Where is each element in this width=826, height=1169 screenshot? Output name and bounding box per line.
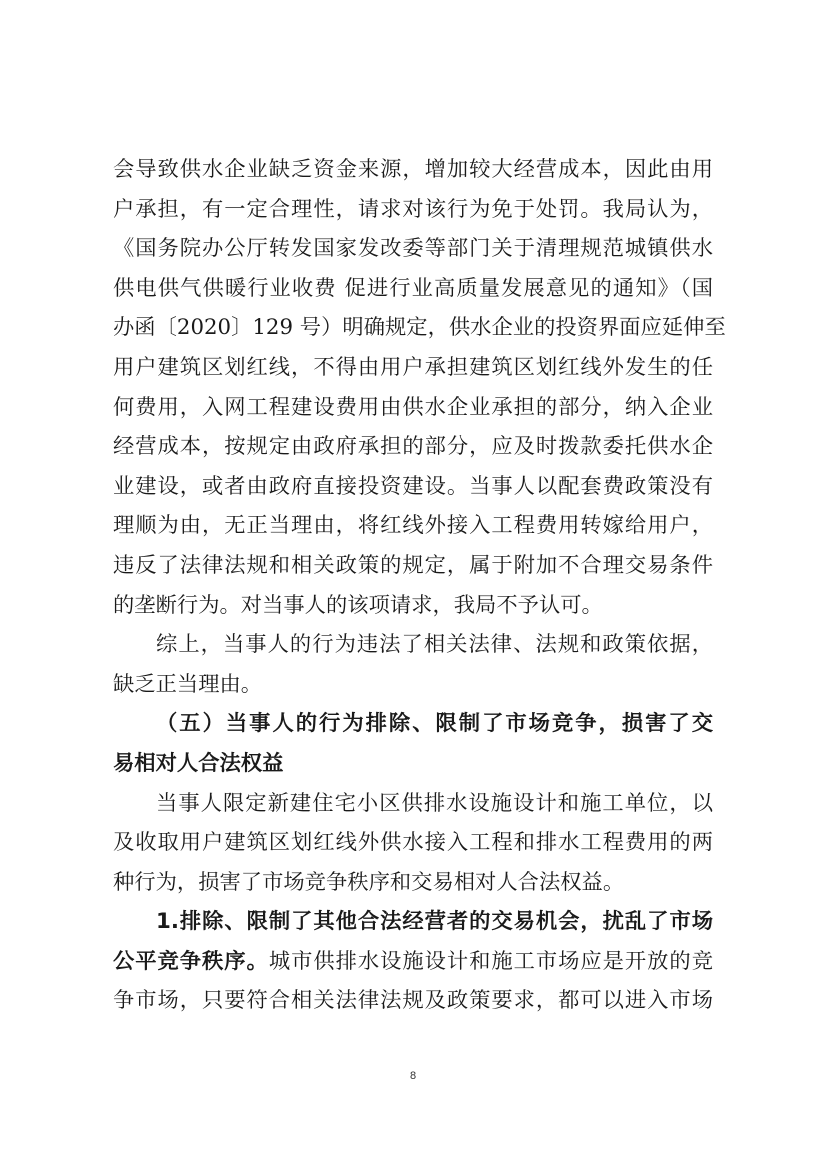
document-body [113,150,726,1021]
text-line: 业建设，或者由政府直接投资建设。当事人以配套费政策没有 [113,473,713,499]
text-line: 的垄断行为。对当事人的该项请求，我局不予认可。 [113,592,603,618]
text-line: 争市场，只要符合相关法律法规及政策要求，都可以进入市场 [113,988,713,1014]
text-line: 办函〔2020〕129 号）明确规定，供水企业的投资界面应延伸至 [113,315,726,341]
text-line: 违反了法律法规和相关政策的规定，属于附加不合理交易条件 [113,552,713,578]
subheading-lead: 公平竞争秩序。 [113,948,269,974]
subheading-line: 1.排除、限制了其他合法经营者的交易机会，扰乱了市场 [156,909,713,935]
text-line: 供电供气供暖行业收费 促进行业高质量发展意见的通知》（国 [113,275,713,301]
heading-line: 易相对人合法权益 [113,750,284,776]
text-line: 经营成本，按规定由政府承担的部分，应及时拨款委托供水企 [113,434,713,460]
text-line: 《国务院办公厅转发国家发改委等部门关于清理规范城镇供水 [113,236,713,262]
text-line: 种行为，损害了市场竞争秩序和交易相对人合法权益。 [113,869,625,895]
text-line: 综上，当事人的行为违法了相关法律、法规和政策依据， [156,632,713,658]
text-line: 理顺为由，无正当理由，将红线外接入工程费用转嫁给用户， [113,513,713,539]
text-span: 城市供排水设施设计和施工市场应是开放的竞 [268,948,713,974]
text-line: 及收取用户建筑区划红线外供水接入工程和排水工程费用的两 [113,830,713,856]
text-line: 何费用，入网工程建设费用由供水企业承担的部分，纳入企业 [113,394,713,420]
text-line: 会导致供水企业缺乏资金来源，增加较大经营成本，因此由用 [113,157,713,182]
paragraph-rebuttal [113,150,726,625]
text-line: 用户建筑区划红线，不得由用户承担建筑区划红线外发生的任 [113,354,713,380]
heading-line: （五）当事人的行为排除、限制了市场竞争，损害了交 [156,711,713,737]
text-line: 户承担，有一定合理性，请求对该行为免于处罚。我局认为， [113,196,713,222]
text-line [113,942,713,982]
text-line: 当事人限定新建住宅小区供排水设施设计和施工单位，以 [156,790,713,816]
section-heading-5 [113,704,713,783]
paragraph-summary [113,625,713,704]
page-number: 8 [409,1070,417,1082]
paragraph-harm-overview [113,784,713,903]
text-line: 缺乏正当理由。 [113,671,263,697]
paragraph-subpoint-1 [113,902,713,1021]
